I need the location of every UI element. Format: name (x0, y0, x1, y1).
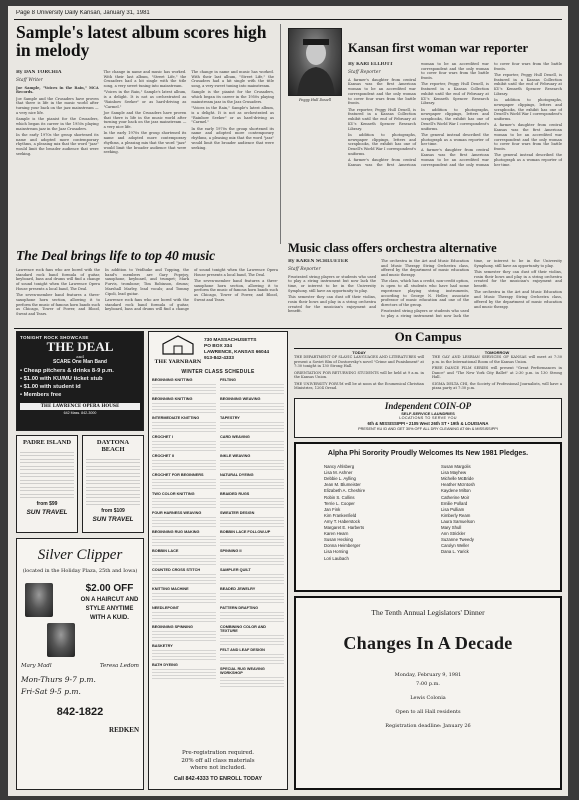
album-paragraph: Joe Sample and the Crusaders have proven that there is life in the music world after turning your back on the jazz mainstream — a very nice life. (16, 96, 99, 115)
yarnbarn-class-details (152, 382, 216, 394)
yarnbarn-class-details (220, 477, 284, 489)
yarnbarn-class-title: BOBBIN LACE (152, 549, 179, 553)
album-byline: By DAN TORCHIA (16, 70, 62, 75)
daytona-beach-details (86, 456, 140, 506)
pledge-name: Susan Hecking (324, 537, 353, 543)
reporter-headline: Kansan first woman war reporter (348, 42, 529, 55)
album-paragraph: In the early 1970s the group shortened its name and adopted more contemporary rhythms, a pleasing mix that the word "jazz" would limit the broader audience that were seeking. (16, 132, 99, 156)
silver-clipper-hours: Mon-Thurs 9-7 p.m. (21, 674, 96, 684)
stylist-name: Teresa Ledom (99, 662, 139, 669)
opera-ad-item: • $1.00 with student id (20, 383, 81, 390)
yarnbarn-class-title: NEEDLEPOINT (152, 606, 180, 610)
yarnbarn-class (152, 397, 216, 413)
pledge-name: Kaydene Milton (441, 488, 471, 494)
reporter-paragraph: A farmer's daughter from central Kansas was the first American woman to be an accredited war correspondent and the only woman to cover four wars from the battle fronts. (494, 123, 562, 151)
yarnbarn-class-title: PATTERN DRAFTING (220, 606, 259, 610)
reporter-paragraph: In addition to photographs, newspaper clippings, letters and scrapbooks, the exhibit has one of Deuell's World War I correspondent's uniforms. (421, 107, 489, 131)
pledge-name: Catherine Moir (441, 494, 470, 500)
yarnbarn-class-title: BRAIDED RUGS (220, 492, 250, 496)
yarnbarn-class (152, 416, 216, 432)
yarnbarn-class-title: CROCHET FOR BEGINNERS (152, 473, 204, 477)
yarnbarn-address: LAWRENCE, KANSAS 66044 (204, 350, 270, 355)
yarnbarn-class (152, 473, 216, 489)
pledge-name: Ann Strickler (441, 531, 466, 537)
on-campus-item: FREE DANCE FILM SERIES will present "Great Performances in Dance" and "The New York City Ballet" at 2:30 p.m. in 130 Strong Hall. (432, 365, 562, 380)
on-campus-today-label: TODAY (352, 350, 366, 355)
yarnbarn-class (220, 549, 284, 565)
silver-clipper-phone: 842-1822 (56, 705, 104, 718)
opera-ad-item: • Members free (20, 391, 62, 398)
orchestra-headline: Music class offers orchestra alternative (288, 242, 497, 255)
yarnbarn-class-title: BEGINNING KNITTING (152, 397, 193, 401)
laundromat-ad (294, 398, 562, 438)
yarnbarn-class-details (152, 477, 216, 489)
laundromat-tagline: LOCATIONS TO SERVE YOU (399, 416, 457, 420)
reporter-byline-title: Staff Reporter (348, 69, 381, 75)
pledge-name: Karen Hearn (324, 531, 349, 537)
column-divider (280, 24, 281, 244)
yarnbarn-class-details (152, 667, 216, 679)
album-paragraph: The change in name and music has worked. With their last album, "Street Life," the Crusaders had a hit single with the title song, a very sweet tuning into mainstream. (103, 70, 187, 89)
silver-clipper-offer-amount: $2.00 OFF (85, 582, 134, 594)
daytona-beach-price: from $109 (101, 508, 125, 514)
yarnbarn-class (152, 568, 216, 584)
yarnbarn-class-title: TWO COLOR KNITTING (152, 492, 195, 496)
yarnbarn-class-details (220, 553, 284, 565)
album-paragraph: Sample is the pianist for the Crusaders, which began its career in the 1950s playing mainstream jazz in the Jazz Crusaders. (191, 90, 274, 104)
pledge-name: Margaret E. Harberts (324, 525, 365, 531)
yarnbarn-class-title: BEGINNING WEAVING (220, 397, 261, 401)
yarnbarn-class-title: COUNTED CROSS STITCH (152, 568, 201, 572)
yarnbarn-class (220, 511, 284, 527)
alpha-phi-headline: Alpha Phi Sorority Proudly Welcomes Its New 1981 Pledges. (327, 450, 529, 457)
yarnbarn-schedule-title: WINTER CLASS SCHEDULE (181, 369, 255, 375)
yarnbarn-class (220, 416, 284, 432)
reporter-paragraph: The reporter, Peggy Hull Deuell, is featured in a Kansas Collection exhibit until the end of February at KU's Kenneth Spencer Research Library. (421, 82, 489, 106)
on-campus-item: THE DEPARTMENT OF SLAVIC LANGUAGES AND LITERATURES will present a Soviet film of Dostoevsky's novel "Crime and Punishment" at 7:30 tonight in 130 Strong Hall. (294, 355, 424, 369)
silver-clipper-offer-line: WITH A KUID. (90, 614, 129, 621)
yarnbarn-class-details (220, 401, 284, 413)
stylist-name: Mary Madl (21, 662, 52, 669)
pledge-name: Lisa Horning (324, 549, 349, 555)
yarnbarn-class-title: CARD WEAVING (220, 435, 250, 439)
padre-island-details (20, 449, 74, 499)
yarnbarn-class-title: KNITTING MACHINE (152, 587, 189, 591)
pledge-name: Dana L. Yarick (441, 549, 469, 555)
yarnbarn-class (220, 625, 284, 645)
on-campus-item: THE UNIVERSITY FORUM will be at noon at the Ecumenical Christian Ministries, 1204 Oread. (294, 381, 424, 391)
silver-clipper-hours: Fri-Sat 9-5 p.m. (21, 686, 81, 696)
laundromat-addresses: 6th & MISSISSIPPI • 2105 West 26th ST • 19th & LOUISIANA (367, 421, 489, 426)
yarnbarn-class-title: BEADED JEWELRY (220, 587, 256, 591)
on-campus-item: THE GAY AND LESBIAN SERVICES OF KANSAS will meet at 7:30 p.m. in the International Room of the Kansas Union. (432, 355, 562, 364)
orchestra-paragraph: The orchestra in the Art and Music Education and Music Therapy String Orchestra class, offered by the department of music education and music therapy. (381, 259, 469, 278)
pledge-name: Suzanne Tweedy (441, 537, 474, 543)
yarnbarn-class (220, 435, 284, 451)
yarnbarn-class-title: TAPESTRY (220, 416, 240, 420)
album-paragraph: "Voices in the Rain," Sample's latest album, is a delight. It is not as orchestrated as "Rainbow Seeker" or as hard-driving as "Carmel." (191, 106, 274, 125)
top-rule (14, 19, 562, 20)
album-paragraph: Joe Sample and the Crusaders have proven that there is life in the music world after turning your back on the jazz mainstream — a very nice life. (103, 110, 187, 130)
yarnbarn-class-details (220, 591, 284, 603)
pledge-name: Kimberly Ream (441, 512, 471, 518)
dinner-time: 7:00 p.m. (416, 681, 440, 687)
yarnbarn-class-details (152, 648, 216, 660)
pledge-name: Amy T. Haberstock (324, 518, 360, 524)
deal-paragraph: Lawrence rock fans who are bored with the standard rock band formula of guitar, keyboard, bass and drums will find a change of sound tonight when the Lawrence Opera House presents a local band, The Deal. (105, 268, 278, 312)
legislators-dinner-ad (294, 596, 562, 790)
yarnbarn-class-details (220, 496, 284, 508)
dinner-date: Monday, February 9, 1981 (394, 672, 462, 678)
yarnbarn-class (152, 454, 216, 470)
alpha-phi-ad (294, 442, 562, 592)
padre-island-price: from $99 (36, 501, 58, 507)
album-review-article (16, 24, 274, 244)
yarnbarn-class-title: CROCHET I (152, 435, 173, 439)
yarnbarn-class-details (220, 382, 284, 394)
reporter-paragraph: A farmer's daughter from central Kansas was the first American woman to be an accredited war correspondent and the only woman to cover four wars from the battle fronts. (421, 62, 562, 167)
yarnbarn-class-title: SPINNING II (220, 549, 242, 553)
yarnbarn-class (220, 667, 284, 687)
portrait-silhouette-icon (289, 29, 342, 96)
yarnbarn-class-title: FELTING (220, 378, 236, 382)
album-paragraph: The change in name and music has worked. With their last album, "Street Life," the Crusaders had a hit single with the title song, a very sweet tuning into mainstream. (191, 70, 274, 89)
orchestra-paragraph: This semester they can dust off their violins, rosin their bows and play in a string orchestra created for the musician's enjoyment and benefit. (288, 295, 376, 314)
orchestra-paragraph: The orchestra in the Art and Music Education and Music Therapy String Orchestra class, offered by the department of music education and music therapy. (474, 290, 562, 309)
on-campus-item: ORIENTATION FOR RETURNING STUDENTS will be held at 9 a.m. in the Kansas Union. (294, 370, 424, 380)
yarnbarn-address: 730 MASSACHUSETTS (204, 337, 257, 343)
yarnbarn-ad (148, 331, 288, 790)
yarnbarn-footer: Pre-registration required. (182, 750, 254, 757)
yarnbarn-class-title: BASKETRY (152, 644, 173, 648)
reporter-byline: By KARI ELLIOTT (348, 62, 393, 67)
album-lead: Joe Sample, "Voices in the Rain," MCA Records. (16, 85, 99, 95)
yarnbarn-class (152, 587, 216, 603)
yarnbarn-class-title: COMBINING COLOR AND TEXTURE (220, 625, 267, 633)
album-paragraph: Sample is the pianist for the Crusaders, which began its career in the 1950s playing mainstream jazz in the Jazz Crusaders. (16, 117, 99, 131)
reporter-paragraph: The reporter, Peggy Hull Deuell, is featured in a Kansas Collection exhibit until the end of February at KU's Kenneth Spencer Research Library. (348, 107, 416, 131)
on-campus-item: SIGMA DELTA CHI, the Society of Professional Journalists, will have a pizza party at 7:30 p.m. (432, 381, 562, 391)
dinner-open: Open to all Hall residents (395, 709, 461, 715)
stylist-photo (47, 623, 75, 657)
silver-clipper-location: (located in the Holiday Plaza, 25th and Iowa) (22, 568, 138, 574)
pledge-name: Jan Fink (324, 506, 341, 512)
dinner-deadline: Registration deadline: January 26 (385, 723, 471, 729)
pledge-name: Laura Samuelson (441, 518, 475, 524)
yarnbarn-class (220, 378, 284, 394)
yarnbarn-class-details (220, 675, 284, 687)
opera-ad-band: THE DEAL (46, 339, 114, 354)
yarnbarn-class (152, 644, 216, 660)
yarnbarn-class-title: FOUR HARNESS WEAVING (152, 511, 202, 515)
reporter-photo-caption: Peggy Hull Deuell (299, 98, 331, 102)
pledge-name: Jean M. Blumeister (324, 482, 361, 488)
reporter-paragraph: In addition to photographs, newspaper clippings, letters and scrapbooks, the exhibit has one of Deuell's World War I correspondent's uniforms. (494, 98, 562, 122)
yarnbarn-class-details (152, 534, 216, 546)
yarnbarn-class-details (152, 610, 216, 622)
yarnbarn-class-details (220, 572, 284, 584)
yarnbarn-class-title: FELT AND LEAF DESIGN (220, 648, 265, 652)
yarnbarn-class-details (220, 439, 284, 451)
yarnbarn-class (220, 530, 284, 546)
yarnbarn-class-title: NATURAL DYEING (220, 473, 254, 477)
yarnbarn-class (220, 454, 284, 470)
yarnbarn-class (220, 397, 284, 413)
orchestra-byline: By KAREN SCHLUETER (288, 259, 348, 264)
yarnbarn-class-title: BOBBIN LACE FOLLOW-UP (220, 530, 271, 534)
yarnbarn-class-details (220, 534, 284, 546)
yarnbarn-class-title: INTERMEDIATE KNITTING (152, 416, 200, 420)
yarnbarn-footer: where not included. (190, 765, 246, 772)
pledge-name: Lisa M. Ashner (324, 470, 353, 476)
orchestra-paragraph: This semester they can dust off their violins, rosin their bows and play in a string orchestra created for the musician's enjoyment and benefit. (474, 269, 562, 289)
yarnbarn-class-details (220, 633, 284, 645)
orchestra-paragraph: The class, which has a credit, non-credit option, is open to all students who have had some experience playing string instruments, according to George N. Heller, associate professor of music education and one of the directors of the group. (381, 279, 469, 308)
yarnbarn-class (220, 587, 284, 603)
yarnbarn-class-title: INKLE WEAVING (220, 454, 251, 458)
orchestra-body (288, 259, 562, 319)
opera-ad-tonight: TONIGHT ROCK SHOWCASE (20, 335, 89, 340)
yarnbarn-class (220, 492, 284, 508)
yarnbarn-class-details (152, 572, 216, 584)
yarnbarn-class-details (152, 458, 216, 470)
yarnbarn-name: THE YARNBARN (154, 359, 202, 365)
pledge-name: Mary Shull (441, 525, 462, 531)
yarnbarn-class (220, 648, 284, 664)
opera-ad-item: • Cheap pitchers & drinks 8-9 p.m. (20, 368, 114, 375)
on-campus-section (294, 326, 562, 394)
pledge-name: Nancy Ahlsberg (324, 464, 355, 470)
reporter-paragraph: The reporter, Peggy Hull Deuell, is featured in a Kansas Collection exhibit until the end of February at KU's Kenneth Spencer Research Library. (494, 72, 562, 96)
reporter-body (348, 62, 562, 168)
silver-clipper-name: Silver Clipper (37, 547, 123, 563)
opera-ad-venue: THE LAWRENCE OPERA HOUSE (20, 403, 140, 410)
yarnbarn-class (220, 568, 284, 584)
yarnbarn-phone: 913-842-4333 (204, 356, 234, 362)
padre-island-title: PADRE ISLAND (22, 439, 72, 446)
album-paragraph: In the early 1970s the group shortened its name and adopted more contemporary rhythms, a pleasing mix that the word "jazz" would limit the broader audience that were seeking. (103, 131, 187, 155)
padre-island-ad (16, 435, 78, 533)
barn-icon (161, 335, 195, 355)
silver-clipper-ad (16, 538, 144, 790)
opera-ad-and: and (76, 354, 84, 360)
reporter-paragraph: A farmer's daughter from central Kansas was the first American woman to be an accredited war correspondent and the only woman to cover four wars from the battle fronts. (348, 77, 416, 106)
yarnbarn-class-details (220, 610, 284, 622)
deal-paragraph: Lawrence rock fans who are bored with the standard rock band formula of guitar, keyboard, bass and drums will find a change of sound tonight when the Lawrence Opera House presents a local band, The Deal. (16, 268, 100, 291)
dinner-place: Lewis Colonia (410, 695, 446, 701)
yarnbarn-class (152, 606, 216, 622)
yarnbarn-class (152, 378, 216, 394)
pledge-name: Robin S. Collins (324, 494, 355, 500)
album-byline-title: Staff Writer (16, 77, 43, 83)
yarnbarn-class-details (152, 553, 216, 565)
laundromat-offer: PRESENT KU ID AND GET 30% OFF ALL DRY CLEANING AT 6th & MISSISSIPPI (358, 427, 498, 431)
yarnbarn-enroll: Call 842-4333 TO ENROLL TODAY (173, 775, 263, 782)
yarnbarn-class-title: BEGINNING RUG MAKING (152, 530, 200, 534)
pledge-name: Susan Margolis (441, 464, 471, 470)
yarnbarn-class-details (152, 496, 216, 508)
yarnbarn-class (152, 530, 216, 546)
yarnbarn-class-title: BATH DYEING (152, 663, 178, 667)
yarnbarn-class-details (152, 629, 216, 641)
yarnbarn-class (152, 549, 216, 565)
daytona-beach-title: DAYTONA BEACH (96, 439, 130, 453)
yarnbarn-class-details (152, 439, 216, 451)
pledge-name: Heather McIntosh (441, 482, 475, 488)
silver-clipper-offer-line: STYLE ANYTIME (85, 605, 134, 612)
yarnbarn-class-title: SAMPLER QUILT (220, 568, 251, 572)
yarnbarn-class-details (220, 515, 284, 527)
silver-clipper-offer-line: ON A HAIRCUT AND (80, 596, 139, 603)
pledge-name: Terrie L. Cooper (324, 500, 355, 506)
album-paragraph: In the early 1970s the group shortened its name and adopted more contemporary rhythms, a pleasing mix that the word "jazz" would limit the broader audience that were seeking. (191, 126, 274, 150)
yarnbarn-class (220, 606, 284, 622)
album-paragraph: "Voices in the Rain," Sample's latest album, is a delight. It is not as orchestrated as "Rainbow Seeker" or as hard-driving as "Carmel." (103, 90, 187, 109)
newspaper-page (8, 6, 568, 796)
on-campus-title: On Campus (394, 329, 462, 344)
pledge-name: Emilie Pollard (441, 500, 468, 506)
laundromat-subtitle: SELF-SERVICE LAUNDRIES (401, 411, 455, 416)
yarnbarn-address: PO BOX 334 (204, 343, 232, 349)
reporter-paragraph: The general instead described the photograph as a woman reporter of her time. (494, 153, 562, 167)
pledge-name: Elizabeth A. Cheshire (324, 488, 366, 494)
reporter-paragraph: The general instead described the photograph as a woman reporter of her time. (421, 132, 489, 147)
pledge-name: Carolyn Weller (441, 543, 470, 549)
orchestra-paragraph: Frustrated string players or students who used to play a string instrument but now lack the time, or interest to be in the University Symphony, still have an opportunity to play. (288, 274, 376, 293)
opera-ad-fine: 642 Mass. 842-3000 (63, 410, 97, 415)
dinner-title: Changes In A Decade (343, 633, 513, 653)
pledge-name: Lori Laubach (324, 555, 349, 561)
sun-travel-logo: SUN TRAVEL (26, 509, 68, 516)
pledge-name: Lisa Mayhew (441, 470, 467, 476)
yarnbarn-class-details (220, 420, 284, 432)
sun-travel-logo: SUN TRAVEL (92, 516, 134, 523)
stylist-photo (25, 583, 53, 617)
pledge-name: Donna Heimberger (324, 543, 361, 549)
yarnbarn-class-details (152, 515, 216, 527)
dinner-top-line: The Tenth Annual Legislators' Dinner (371, 608, 485, 617)
yarnbarn-class (152, 625, 216, 641)
deal-paragraph: In addition to Veidhuke and Topping, the band's members are Gary Popejoy, saxophone, keyboard, and trumpet; Mark Furvis, trombone; Tim Robinson, drums; Marshall Marley, lead vocals; and Tommy Cipoli, lead guitar. (105, 268, 189, 296)
reporter-photo (288, 28, 342, 96)
pledge-name: Debbie L. Aylling (324, 476, 356, 482)
yarnbarn-class-details (152, 591, 216, 603)
yarnbarn-class-title: BEGINNING KNITTING (152, 378, 193, 382)
yarnbarn-class-title: SWEATER DESIGN (220, 511, 255, 515)
deal-paragraph: The seven-member band features a three-saxophone horn section, allowing it to perform the music of famous horn bands such as Chicago, Tower of Power, and Blood, Sweat and Tears. (16, 293, 100, 317)
pledge-name: Michelle McBride (441, 476, 474, 482)
pledge-list (306, 464, 550, 562)
laundromat-name: Independent COIN-OP (384, 401, 472, 411)
yarnbarn-class-title: SPECIAL RUG WEAVING WORKSHOP (220, 667, 265, 675)
yarnbarn-class (152, 492, 216, 508)
on-campus-tomorrow-label: TOMORROW (484, 350, 510, 355)
yarnbarn-footer: 20% off all class materials (181, 757, 255, 764)
daytona-beach-ad (82, 435, 144, 533)
page-folio: Page 8 University Daily Kansan, January 31, 1981 (16, 10, 150, 16)
album-headline: Sample's latest album scores high in melody (16, 24, 267, 60)
yarnbarn-class-column (152, 378, 216, 690)
yarnbarn-class-details (220, 652, 284, 664)
orchestra-byline-title: Staff Reporter (288, 266, 321, 272)
opera-ad-item: • $1.00 with KU/MU ticket stub (20, 376, 103, 383)
yarnbarn-class-details (152, 401, 216, 413)
redken-logo: REDKEN (109, 725, 139, 734)
yarnbarn-class-title: CROCHET II (152, 454, 174, 458)
pledge-name: Lisa Pulliam (441, 506, 465, 512)
reporter-paragraph: In addition to photographs, newspaper clippings, letters and scrapbooks, the exhibit has one of Deuell's World War I correspondent's uniforms. (348, 132, 416, 156)
yarnbarn-class-title: BEGINNING SPINNING (152, 625, 193, 629)
yarnbarn-class-details (220, 458, 284, 470)
yarnbarn-class (152, 511, 216, 527)
deal-paragraph: The seven-member band features a three-saxophone horn section, allowing it to perform the music of famous horn bands such as Chicago, Tower of Power, and Blood, Sweat and Tears. (194, 278, 278, 302)
pledge-name: Kim Frankenfield (324, 512, 357, 518)
orchestra-paragraph: Frustrated string players or students who used to play a string instrument but now lack the time, or interest to be in the University Symphony, still have an opportunity to play. (381, 259, 562, 319)
opera-ad-scare: SCARE One Man Band (53, 359, 107, 366)
album-body (16, 70, 274, 156)
reporter-paragraph: A farmer's daughter from central Kansas was the first American woman to be an accredited war correspondent and the only woman to cover four wars from the battle fronts. (348, 62, 489, 167)
yarnbarn-class-column (220, 378, 284, 690)
yarnbarn-class-details (152, 420, 216, 432)
deal-headline: The Deal brings life to top 40 music (16, 249, 216, 263)
opera-house-ad (16, 331, 144, 431)
yarnbarn-class (152, 435, 216, 451)
yarnbarn-class (220, 473, 284, 489)
yarnbarn-class (152, 663, 216, 679)
deal-body (16, 268, 278, 317)
